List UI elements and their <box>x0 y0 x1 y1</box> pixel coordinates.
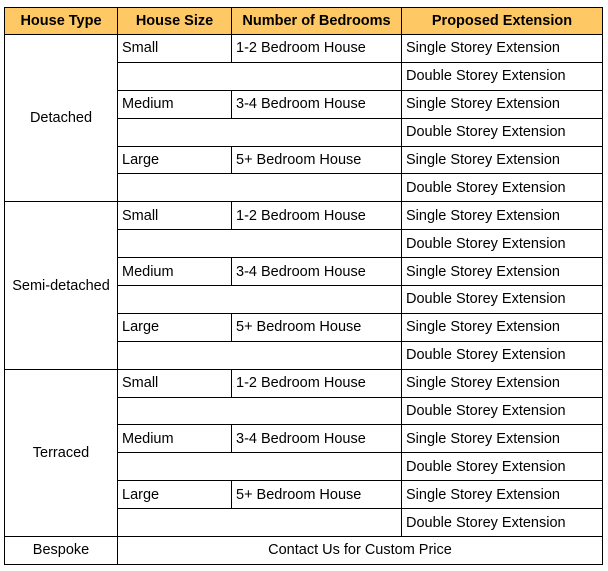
extension-cell: Double Storey Extension <box>402 341 603 369</box>
table-row <box>5 35 603 63</box>
bedrooms-cell: 5+ Bedroom House <box>232 313 402 341</box>
bedrooms-cell: 3-4 Bedroom House <box>232 258 402 286</box>
bedrooms-cell: 1-2 Bedroom House <box>232 202 402 230</box>
house-size-cell: Small <box>118 202 232 230</box>
empty-cell <box>118 286 402 314</box>
extension-cell: Single Storey Extension <box>402 481 603 509</box>
extension-cell: Single Storey Extension <box>402 146 603 174</box>
empty-cell <box>118 509 402 537</box>
header-number-of-bedrooms: Number of Bedrooms <box>232 8 402 35</box>
custom-price-cell: Contact Us for Custom Price <box>118 537 603 565</box>
house-size-cell: Small <box>118 369 232 397</box>
empty-cell <box>118 341 402 369</box>
bedrooms-cell: 5+ Bedroom House <box>232 146 402 174</box>
extension-cell: Single Storey Extension <box>402 202 603 230</box>
extension-cell: Double Storey Extension <box>402 453 603 481</box>
extension-cell: Double Storey Extension <box>402 230 603 258</box>
bedrooms-cell: 1-2 Bedroom House <box>232 369 402 397</box>
extension-cell: Single Storey Extension <box>402 369 603 397</box>
house-type-cell: Detached <box>5 35 118 202</box>
house-type-cell: Semi-detached <box>5 202 118 369</box>
extension-cell: Single Storey Extension <box>402 258 603 286</box>
pricing-table <box>4 7 603 565</box>
empty-cell <box>118 62 402 90</box>
empty-cell <box>118 118 402 146</box>
bespoke-type-cell: Bespoke <box>5 537 118 565</box>
bespoke-row <box>5 537 603 565</box>
header-house-type: House Type <box>5 8 118 35</box>
extension-cell: Single Storey Extension <box>402 313 603 341</box>
empty-cell <box>118 230 402 258</box>
extension-cell: Double Storey Extension <box>402 509 603 537</box>
extension-cell: Double Storey Extension <box>402 118 603 146</box>
table-row <box>5 369 603 397</box>
house-size-cell: Large <box>118 313 232 341</box>
empty-cell <box>118 174 402 202</box>
house-size-cell: Large <box>118 481 232 509</box>
house-size-cell: Medium <box>118 90 232 118</box>
extension-cell: Single Storey Extension <box>402 35 603 63</box>
extension-cell: Double Storey Extension <box>402 286 603 314</box>
empty-cell <box>118 397 402 425</box>
header-proposed-extension: Proposed Extension <box>402 8 603 35</box>
house-size-cell: Large <box>118 146 232 174</box>
extension-cell: Double Storey Extension <box>402 62 603 90</box>
bedrooms-cell: 5+ Bedroom House <box>232 481 402 509</box>
bedrooms-cell: 1-2 Bedroom House <box>232 35 402 63</box>
house-type-cell: Terraced <box>5 369 118 536</box>
extension-cell: Double Storey Extension <box>402 174 603 202</box>
house-size-cell: Medium <box>118 425 232 453</box>
house-size-cell: Medium <box>118 258 232 286</box>
extension-cell: Double Storey Extension <box>402 397 603 425</box>
extension-cell: Single Storey Extension <box>402 425 603 453</box>
header-house-size: House Size <box>118 8 232 35</box>
bedrooms-cell: 3-4 Bedroom House <box>232 425 402 453</box>
bedrooms-cell: 3-4 Bedroom House <box>232 90 402 118</box>
extension-cell: Single Storey Extension <box>402 90 603 118</box>
house-size-cell: Small <box>118 35 232 63</box>
header-row <box>5 8 603 35</box>
empty-cell <box>118 453 402 481</box>
table-row <box>5 202 603 230</box>
